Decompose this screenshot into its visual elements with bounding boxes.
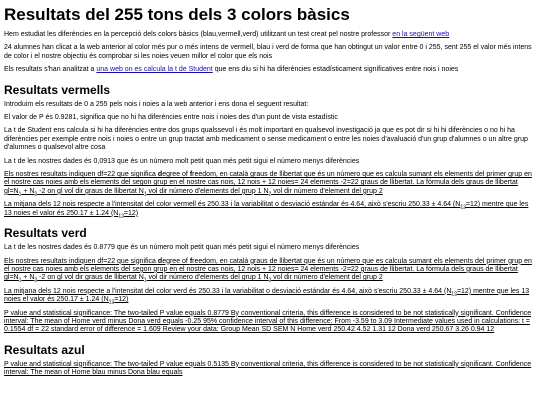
section-heading-azul: Resultats azul <box>4 342 85 357</box>
vermells-mean: La mitjana dels 12 nois respecte a l'intensitat del color vermell és 250.33 i la variabilitat o desviació estándar és 4.64, això s'escriu 250.33 ± 4.64 $(N_{12}=12)$ mentre que les 13 noies el valor és 250.17 ± 1.24 $(N_{12}=12)$ <box>4 201 529 220</box>
verd-t-value: La t de les nostres dades és 0.8779 que és un número molt petit quan més petit sigui el número menys diferències <box>4 244 360 252</box>
analysis-paragraph: Els resultats s'han analitzat a una web on es calcula la t de Student que ens diu si hi ha diferències estadísticament significatives entre nois i noies <box>4 66 459 74</box>
vermells-intro: Introduim els resultats de 0 a 255 pels nois i noies a la web anterior i ens dona el seguent resultat: <box>4 100 309 108</box>
verd-statistics: P value and statistical significance: The two-tailed P value equals 0.8779 By conventional criteria, this difference is considered to be not statistically significant. Confidence interval: The mean of Home verd minus Dona verd equals -0.25 95% confidence interval of this difference: From -3.59 to 3.09 Intermediate values used in calculations: t = 0.1554 df = 22 standard error of difference = 1.609 Review your data: Group Mean SD SEM N Home verd 250.42 4.52 1.31 12 Dona verd 250.67 3.26 0.94 12 <box>4 309 532 334</box>
vermells-p-value: El valor de P és 0.9281, significa que no hi ha diferències entre nois i noies des d'un punt de vista estadístic <box>4 114 338 122</box>
web-link[interactable]: en la següent web <box>392 31 450 38</box>
vermells-t-value: La t de les nostres dades és 0,0913 que és un número molt petit quan més petit sigui el número menys diferències <box>4 157 360 165</box>
students-paragraph: 24 alumnes han clicat a la web anterior al color més pur o més intens de vermell, blau i verd de forma que han obtingut un valor entre 0 i 255, sent 255 el valor més intens de color i el nostre objectiu és comprobar si les noies veuen millor el color que els nois <box>4 44 532 60</box>
azul-statistics: P value and statistical significance: The two-tailed P value equals 0.5135 By conventional criteria, this difference is considered to be not statistically significant. Confidence interval: The mean of Home blau minus Dona blau equals <box>4 360 532 377</box>
section-heading-vermells: Resultats vermells <box>4 82 111 97</box>
verd-degrees-freedom: Els nostres resultats indiquen df=22 que significa degree of freedom, en català graus de llibertat que és un número que es calcula sumant els elements del primer grup en el nostre cas noies amb els elements del segon grup en el nostre cas nois, 12 nois + 12 noies= 24 elements -2=22 graus de llibertat. La fórmula dels graus de llibertat $gl=N_1 + N_2$ -2 on gl vol dir graus de llibertat $N_1$ vol dir número d'elements del grup 1 $N_2$ vol dir número d'element del grup 2 <box>4 257 532 284</box>
vermells-degrees-freedom: Els nostres resultats indiquen df=22 que significa degree of freedom, en català graus de llibertat que és un número que es calcula sumant els elements del primer grup en el nostre cas noies amb els elements del segon grup en el nostre cas nois, 12 nois + 12 noies= 24 elements -2=22 graus de llibertat. La fórmula dels graus de llibertat $gl=N_1 + N_2$ -2 on gl vol dir graus de llibertat $N_1$ vol dir número d'elements del grup 1 $N_2$ vol dir número d'element del grup 2 <box>4 171 532 198</box>
intro-paragraph: Hem estudiat les diferències en la percepció dels colors bàsics (blau,vermell,verd) utilitzant un test creat pel nostre professor en la següent web <box>4 31 450 38</box>
section-heading-verd: Resultats verd <box>4 226 87 241</box>
page-title: Resultats del 255 tons dels 3 colors bàsics <box>4 5 350 24</box>
vermells-t-explanation: La t de Student ens calcula si hi ha diferències entre dos grups qualssevol i és molt important en qualsevol investigació ja que es pot dir si hi hi diferències o no hi ha diferències per exemple entre nois i noies o entre un grup tractat amb medicament o sense medicament o entre les noies d'avaluació d'un grup d'alumnes o un altre grup d'alumnes o qualsevol altre cosa <box>4 127 528 152</box>
student-t-link[interactable]: una web on es calcula la t de Student <box>96 66 213 74</box>
verd-mean: La mitjana dels 12 nois respecte a l'intensitat del color verd és 250.33 i la variabilitat o desviació estándar és 4.64, això s'escriu 250.33 ± 4.64 $(N_{12}=12)$ mentre que les 13 noies el valor és 250.17 ± 1.24 $(N_{12}=12)$ <box>4 287 530 306</box>
